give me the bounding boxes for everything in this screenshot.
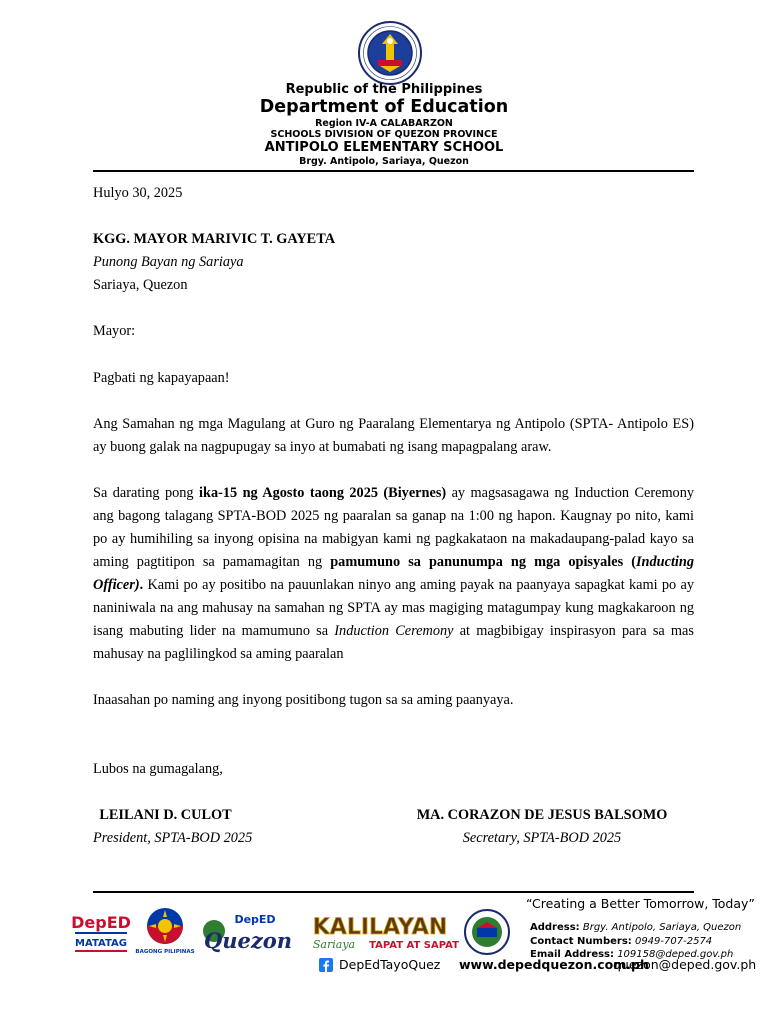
header-divider xyxy=(93,170,694,172)
matatag-text: MATATAG xyxy=(75,938,127,949)
signatory-position: Secretary, SPTA-BOD 2025 xyxy=(462,830,622,846)
signatory-president xyxy=(93,804,253,850)
signatory-name: MA. CORAZON DE JESUS BALSOMO xyxy=(416,807,668,823)
closing: Lubos na gumagalang, xyxy=(93,761,223,777)
kalilayan-sub-a: Sariaya xyxy=(312,938,356,951)
bagong-text: BAGONG PILIPINAS xyxy=(135,949,195,955)
footer-contact xyxy=(530,936,712,947)
signatory-name: LEILANI D. CULOT xyxy=(99,807,232,823)
email-link[interactable] xyxy=(607,957,757,972)
signatory-position: President, SPTA-BOD 2025 xyxy=(93,830,253,846)
address-label: Address: xyxy=(530,922,580,933)
school-name: ANTIPOLO ELEMENTARY SCHOOL xyxy=(264,140,504,155)
kalilayan-sub-b: TAPAT AT SAPAT xyxy=(369,940,459,951)
email-label: Email Address: xyxy=(530,949,615,960)
contact-value: 0949-707-2574 xyxy=(631,936,713,947)
recipient-place: Sariaya, Quezon xyxy=(93,277,188,293)
induction-ceremony: Induction Ceremony xyxy=(334,623,454,639)
school-seal-logo xyxy=(463,908,511,956)
greeting: Pagbati ng kapayapaan! xyxy=(93,370,230,386)
region-line: Region IV-A CALABARZON xyxy=(315,118,453,129)
deped-matatag-logo xyxy=(72,904,130,956)
salutation: Mayor: xyxy=(93,323,136,339)
school-motto: “Creating a Better Tomorrow, Today” xyxy=(526,896,755,911)
recipient-block xyxy=(93,228,694,297)
letter-date: Hulyo 30, 2025 xyxy=(93,185,183,201)
contact-label: Contact Numbers: xyxy=(530,936,632,947)
p2-text: Sa darating pong xyxy=(93,485,200,501)
event-date: ika-15 ng Agosto taong 2025 (Biyernes) xyxy=(199,485,447,501)
quezon-text: Quezon xyxy=(203,928,293,953)
school-address: Brgy. Antipolo, Sariaya, Quezon xyxy=(299,156,469,167)
paragraph-3: Inaasahan po naming ang inyong positibong tugon sa sa aming paanyaya. xyxy=(93,692,514,708)
website-text[interactable]: www.depedquezon.com.ph xyxy=(459,957,649,972)
republic-line: Republic of the Philippines xyxy=(285,82,483,97)
facebook-text[interactable]: DepEdTayoQuez xyxy=(339,957,441,972)
email-link-text[interactable]: quezon@deped.gov.ph xyxy=(613,957,757,972)
division-line: SCHOOLS DIVISION OF QUEZON PROVINCE xyxy=(270,129,498,140)
facebook-icon xyxy=(319,958,333,972)
deped-seal-icon xyxy=(354,20,426,86)
kalilayan-logo xyxy=(300,912,460,952)
paragraph-1: Ang Samahan ng mga Magulang at Guro ng Paaralang Elementarya ng Antipolo (SPTA- Antipolo ES) ay buong galak na nagpupugay sa inyo at bumabati ng isang mapagpalang araw. xyxy=(93,416,694,455)
quezon-deped-text: DepED xyxy=(234,913,276,926)
deped-logo-text: DepED xyxy=(71,913,131,932)
p2-text: at magbibigay inspirasyon para sa mas mahusay na paglilingkod sa aming paaralan xyxy=(93,623,694,662)
footer-divider xyxy=(93,891,694,893)
request-emphasis: pamumuno sa panunumpa ng mga opisyales ( xyxy=(330,554,636,570)
deped-quezon-logo xyxy=(200,906,292,956)
p2-period: . xyxy=(139,577,144,593)
signatory-secretary xyxy=(412,804,672,850)
recipient-name: KGG. MAYOR MARIVIC T. GAYETA xyxy=(93,231,336,247)
department-line: Department of Education xyxy=(259,97,509,117)
address-value: Brgy. Antipolo, Sariaya, Quezon xyxy=(579,922,742,933)
paragraph-2 xyxy=(93,482,694,666)
website-link[interactable] xyxy=(453,957,649,972)
recipient-title: Punong Bayan ng Sariaya xyxy=(93,254,244,270)
p2-text: ay magsasagawa ng Induction Ceremony ang bagong talagang SPTA-BOD 2025 ng paaralan sa ganap na 1:00 ng hapon. Kaugnay po nito, kami po ay humihiling sa inyong opisina na mabigyan kami ng pagkakataon na makadaupang-palad kayo sa aming pagtitipon sa pamamagitan ng xyxy=(93,485,695,570)
p2-text: Kami po ay positibo na pauunlakan ninyo ang aming payak na paanyaya sapagkat kami po ay naniniwala na ang mahusay na samahan ng SPTA ay mas magiging matagumpay kung magkakaroon ng isang mabuting lider na mamumuno sa xyxy=(93,577,694,639)
kalilayan-text: KALILAYAN xyxy=(312,915,448,940)
bagong-pilipinas-logo xyxy=(135,904,195,956)
footer-address xyxy=(530,922,741,933)
facebook-link[interactable] xyxy=(319,957,440,972)
email-value: 109158@deped.gov.ph xyxy=(614,949,734,960)
inducting-officer: Inducting Officer) xyxy=(93,554,694,593)
